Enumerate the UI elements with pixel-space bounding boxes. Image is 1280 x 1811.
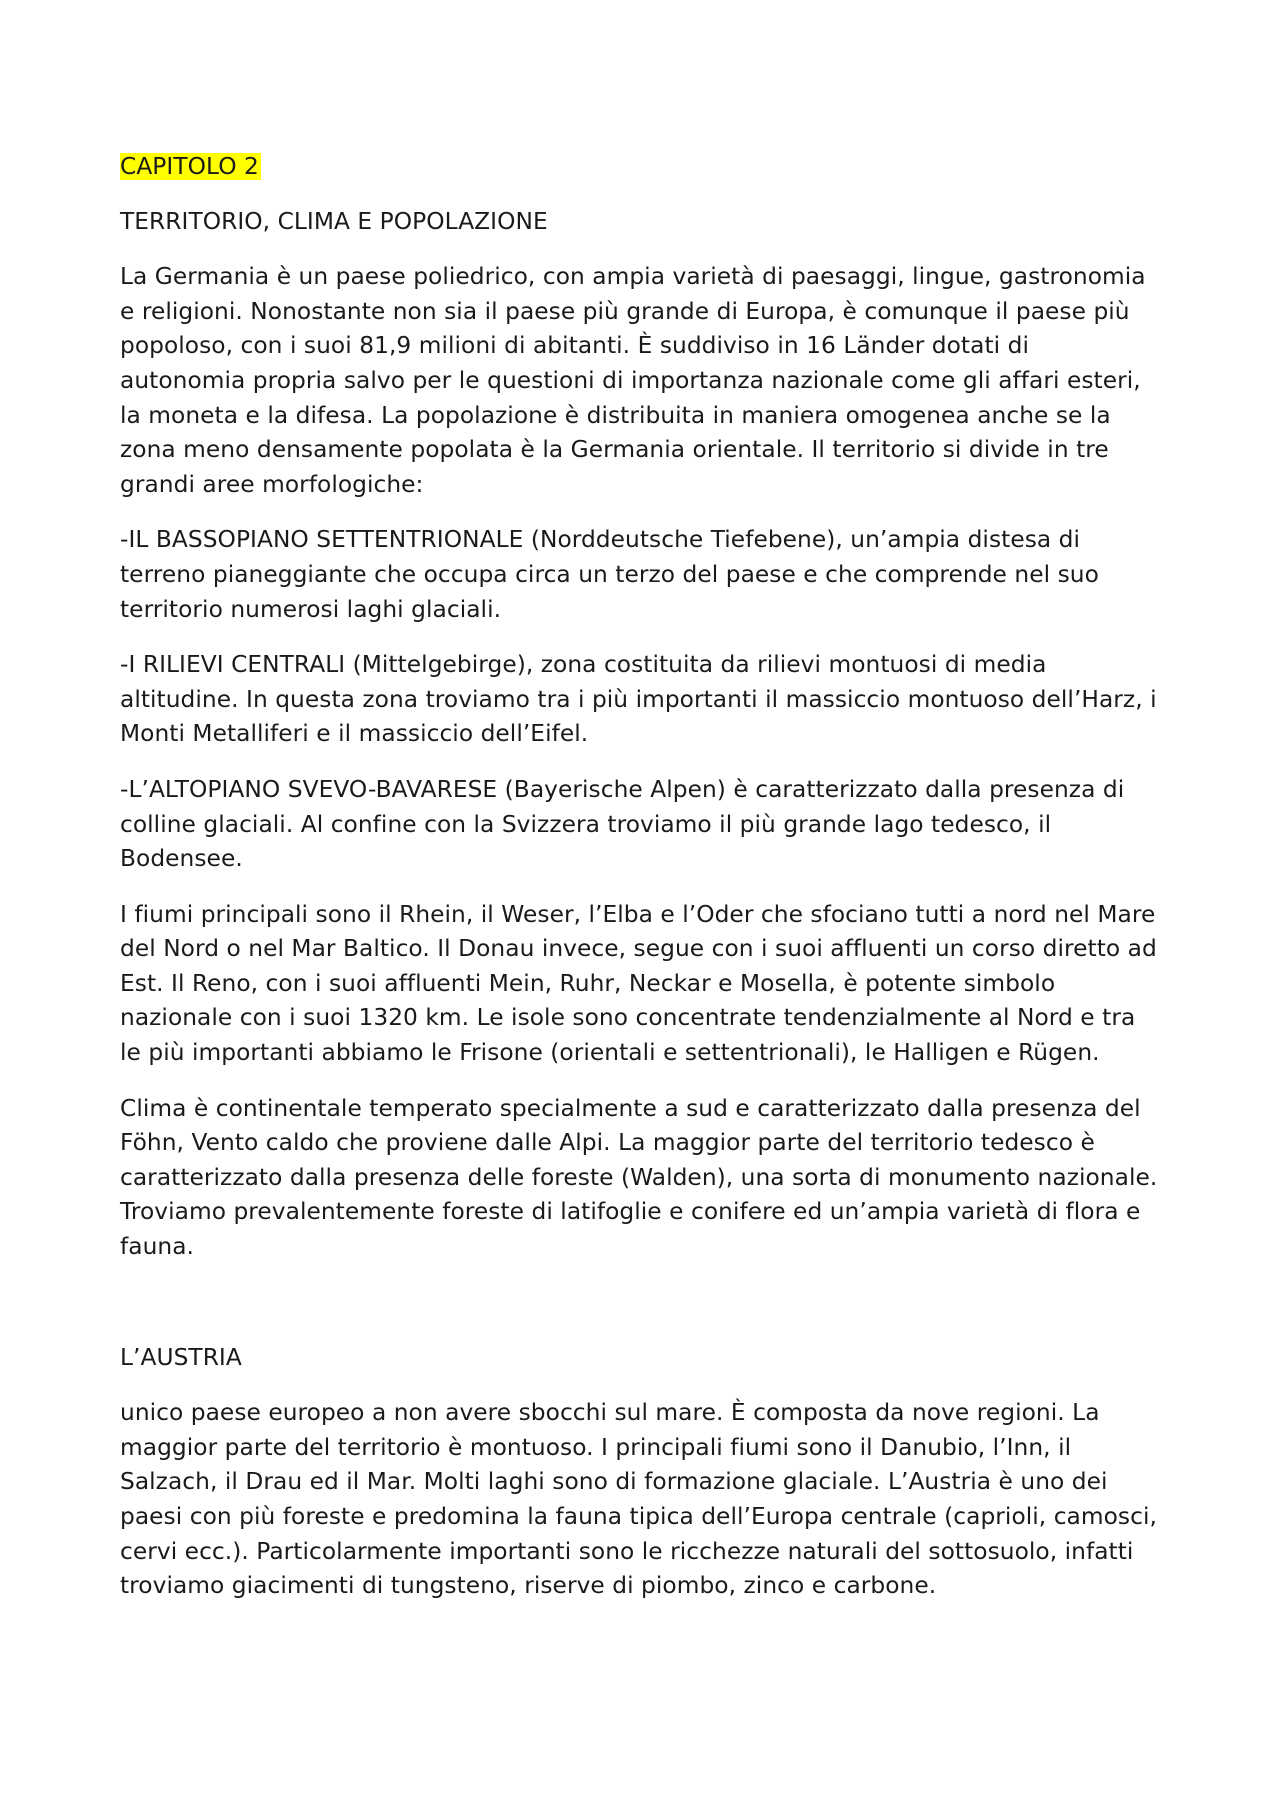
paragraph-austria: unico paese europeo a non avere sbocchi sul mare. È composta da nove regioni. La maggior parte del territorio è montuoso. I principali fiumi sono il Danubio, l’Inn, il Salzach, il Drau ed il Mar. Molti laghi sono di formazione glaciale. L’Austria è uno dei paesi con più foreste e predomina la fauna tipica dell’Europa centrale (caprioli, camosci, cervi ecc.). Particolarmente importanti sono le ricchezze naturali del sottosuolo, infatti troviamo giacimenti di tungsteno, riserve di piombo, zinco e carbone. (120, 1399, 1157, 1600)
document-body (120, 150, 1160, 1625)
paragraph-rilievi: -I RILIEVI CENTRALI (Mittelgebirge), zona costituita da rilievi montuosi di media altitudine. In questa zona troviamo tra i più importanti il massiccio montuoso dell’Harz, i Monti Metalliferi e il massiccio dell’Eifel. (120, 651, 1157, 748)
austria-heading: L’AUSTRIA (120, 1343, 242, 1371)
paragraph-clima: Clima è continentale temperato specialmente a sud e caratterizzato dalla presenza del Föhn, Vento caldo che proviene dalle Alpi. La maggior parte del territorio tedesco è caratterizzato dalla presenza delle foreste (Walden), una sorta di monumento nazionale. Troviamo prevalentemente foreste di latifoglie e conifere ed un’ampia varietà di flora e fauna. (120, 1094, 1158, 1261)
paragraph-fiumi: I fiumi principali sono il Rhein, il Weser, l’Elba e l’Oder che sfociano tutti a nord nel Mare del Nord o nel Mar Baltico. Il Donau invece, segue con i suoi affluenti un corso diretto ad Est. Il Reno, con i suoi affluenti Mein, Ruhr, Neckar e Mosella, è potente simbolo nazionale con i suoi 1320 km. Le isole sono concentrate tendenzialmente al Nord e tra le più importanti abbiamo le Frisone (orientali e settentrionali), le Halligen e Rügen. (120, 900, 1157, 1067)
paragraph-bassopiano: -IL BASSOPIANO SETTENTRIONALE (Norddeutsche Tiefebene), un’ampia distesa di terreno pianeggiante che occupa circa un terzo del paese e che comprende nel suo territorio numerosi laghi glaciali. (120, 526, 1099, 623)
highlighted-chapter-text: CAPITOLO 2 (120, 153, 259, 180)
paragraph-germania-intro: La Germania è un paese poliedrico, con ampia varietà di paesaggi, lingue, gastronomia e religioni. Nonostante non sia il paese più grande di Europa, è comunque il paese più popoloso, con i suoi 81,9 milioni di abitanti. È suddiviso in 16 Länder dotati di autonomia propria salvo per le questioni di importanza nazionale come gli affari esteri, la moneta e la difesa. La popolazione è distribuita in maniera omogenea anche se la zona meno densamente popolata è la Germania orientale. Il territorio si divide in tre grandi aree morfologiche: (120, 263, 1146, 498)
chapter-label (120, 150, 1160, 185)
blank-space (120, 1286, 1160, 1341)
section-heading: TERRITORIO, CLIMA E POPOLAZIONE (120, 207, 548, 235)
paragraph-altopiano: -L’ALTOPIANO SVEVO-BAVARESE (Bayerische Alpen) è caratterizzato dalla presenza di colline glaciali. Al confine con la Svizzera troviamo il più grande lago tedesco, il Bodensee. (120, 775, 1125, 873)
